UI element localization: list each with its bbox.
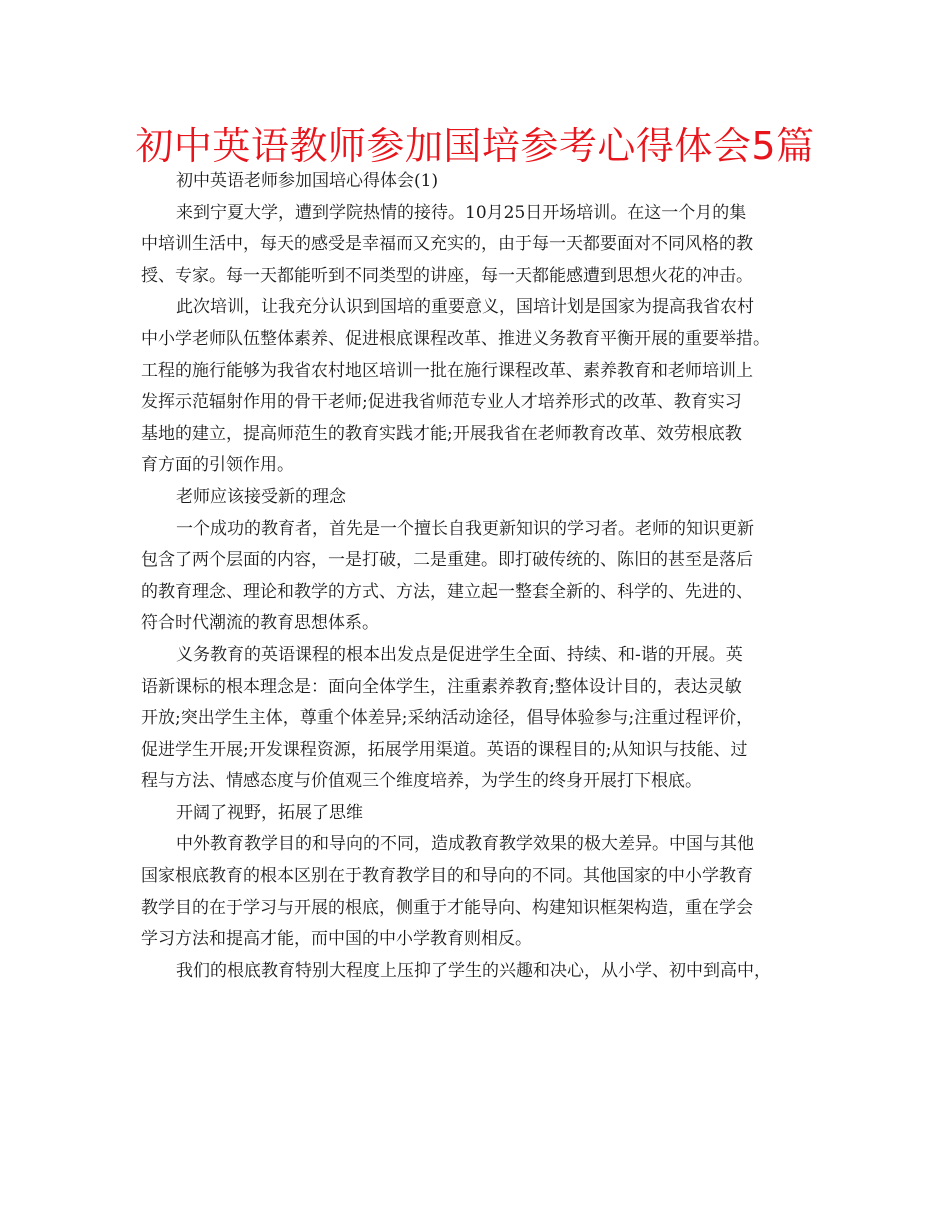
- paragraph-line: 发挥示范辐射作用的骨干老师;促进我省师范专业人才培养形式的改革、教育实习: [141, 392, 742, 413]
- paragraph: [141, 798, 821, 830]
- paragraph-line: 包含了两个层面的内容，一是打破，二是重建。即打破传统的、陈旧的甚至是落后: [141, 550, 753, 571]
- paragraph: [141, 292, 821, 482]
- paragraph-line: 初中英语老师参加国培心得体会(1): [176, 171, 439, 191]
- paragraph: [141, 482, 821, 514]
- paragraph: [141, 514, 821, 640]
- paragraph-line: 工程的施行能够为我省农村地区培训一批在施行课程改革、素养教育和老师培训上: [141, 360, 753, 381]
- paragraph-line: 来到宁夏大学，遭到学院热情的接待。10月25日开场培训。在这一个月的集: [176, 202, 747, 223]
- paragraph-line: 的教育理念、理论和教学的方式、方法，建立起一整套全新的、科学的、先进的、: [141, 581, 753, 602]
- paragraph: [141, 829, 821, 955]
- document-title: 初中英语教师参加国培参考心得体会5篇: [135, 124, 815, 168]
- paragraph-line: 一个成功的教育者，首先是一个擅长自我更新知识的学习者。老师的知识更新: [176, 518, 754, 539]
- paragraph-line: 中外教育教学目的和导向的不同，造成教育教学效果的极大差异。中国与其他: [176, 834, 754, 855]
- paragraph: [141, 198, 821, 293]
- paragraph-line: 开阔了视野，拓展了思维: [176, 802, 363, 823]
- paragraph-line: 中培训生活中，每天的感受是幸福而又充实的，由于每一天都要面对不同风格的教: [141, 234, 753, 255]
- paragraph-line: 促进学生开展;开发课程资源，拓展学用渠道。英语的课程目的;从知识与技能、过: [141, 739, 748, 760]
- paragraph-line: 教学目的在于学习与开展的根底，侧重于才能导向、构建知识框架构造，重在学会: [141, 897, 753, 918]
- paragraph-line: 学习方法和提高才能，而中国的中小学教育则相反。: [141, 929, 532, 950]
- paragraph-line: 老师应该接受新的理念: [176, 486, 346, 507]
- paragraph-line: 中小学老师队伍整体素养、促进根底课程改革、推进义务教育平衡开展的重要举措。: [141, 328, 770, 349]
- paragraph-line: 此次培训，让我充分认识到国培的重要意义，国培计划是国家为提高我省农村: [176, 297, 754, 318]
- paragraph: [141, 640, 821, 798]
- paragraph-line: 授、专家。每一天都能听到不同类型的讲座，每一天都能感遭到思想火花的冲击。: [141, 265, 753, 286]
- paragraph-line: 语新课标的根本理念是：面向全体学生，注重素养教育;整体设计目的，表达灵敏: [141, 676, 742, 697]
- paragraph: [141, 956, 821, 988]
- paragraph: [141, 166, 821, 198]
- document-body: [141, 166, 821, 987]
- paragraph-line: 国家根底教育的根本区别在于教育教学目的和导向的不同。其他国家的中小学教育: [141, 866, 753, 887]
- paragraph-line: 符合时代潮流的教育思想体系。: [141, 613, 379, 634]
- paragraph-line: 开放;突出学生主体，尊重个体差异;采纳活动途径，倡导体验参与;注重过程评价，: [141, 708, 754, 729]
- paragraph-line: 程与方法、情感态度与价值观三个维度培养，为学生的终身开展打下根底。: [141, 771, 702, 792]
- paragraph-line: 育方面的引领作用。: [141, 455, 294, 476]
- paragraph-line: 基地的建立，提高师范生的教育实践才能;开展我省在老师教育改革、效劳根底教: [141, 423, 742, 444]
- paragraph-line: 义务教育的英语课程的根本出发点是促进学生全面、持续、和-谐的开展。英: [176, 644, 743, 665]
- paragraph-line: 我们的根底教育特别大程度上压抑了学生的兴趣和决心，从小学、初中到高中，: [176, 960, 771, 981]
